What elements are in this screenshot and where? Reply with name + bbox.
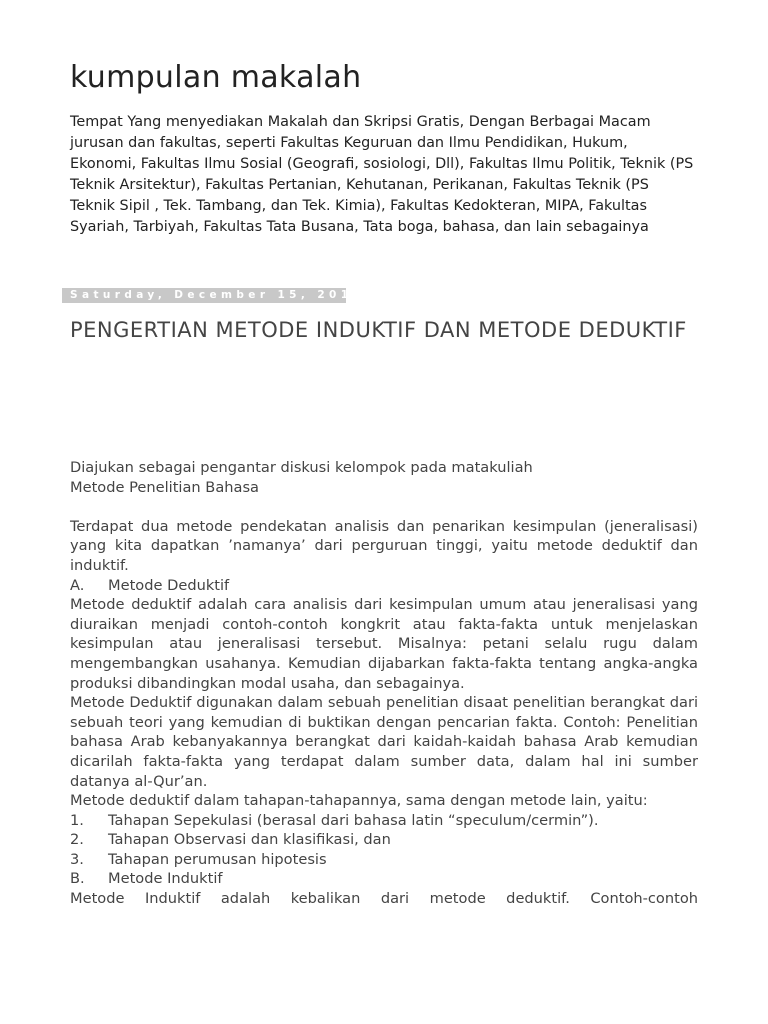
list-number: 3. bbox=[70, 850, 84, 868]
list-item bbox=[70, 830, 698, 850]
list-text: Tahapan Sepekulasi (berasal dari bahasa latin “speculum/cermin”). bbox=[108, 811, 599, 829]
paragraph-gap bbox=[70, 497, 698, 517]
section-heading-deduktif bbox=[70, 576, 698, 596]
section-label: Metode Deduktif bbox=[108, 576, 230, 594]
list-item bbox=[70, 850, 698, 870]
list-number: 1. bbox=[70, 811, 84, 829]
blog-title[interactable]: kumpulan makalah bbox=[70, 60, 362, 95]
section-label: Metode Induktif bbox=[108, 870, 223, 888]
section-number: A. bbox=[70, 576, 85, 594]
list-item bbox=[70, 811, 698, 831]
section-heading-induktif bbox=[70, 869, 698, 889]
list-text: Tahapan Observasi dan klasifikasi, dan bbox=[108, 831, 391, 849]
post-date-header: Saturday, December 15, 2012 bbox=[62, 288, 346, 303]
intro-line: Metode Penelitian Bahasa bbox=[70, 478, 259, 496]
body-paragraph: Metode Deduktif digunakan dalam sebuah penelitian disaat penelitian berangkat dari sebuah teori yang kemudian di buktikan dengan pencarian fakta. Contoh: Penelitian bahasa Arab kebanyakannya berangkat dari kaidah-kaidah bahasa Arab kemudian dicarilah fakta-fakta yang terdapat dalam sumber data, dalam hal ini sumber datanya al-Qur’an. bbox=[70, 694, 698, 790]
section-number: B. bbox=[70, 870, 85, 888]
list-number: 2. bbox=[70, 831, 84, 849]
body-paragraph: Terdapat dua metode pendekatan analisis dan penarikan kesimpulan (jeneralisasi) yang kita dapatkan ’namanya’ dari perguruan tinggi, yaitu metode deduktif dan induktif. bbox=[70, 517, 698, 574]
body-paragraph: Metode deduktif adalah cara analisis dari kesimpulan umum atau jeneralisasi yang diuraikan menjadi contoh-contoh kongkrit atau fakta-fakta untuk menjelaskan kesimpulan atau jeneralisasi tersebut. Misalnya: petani selalu rugu dalam mengembangkan usahanya. Kemudian dijabarkan fakta-fakta tentang angka-angka produksi dibandingkan modal usaha, dan sebagainya. bbox=[70, 596, 698, 692]
intro-line: Diajukan sebagai pengantar diskusi kelompok pada matakuliah bbox=[70, 459, 533, 476]
post-body bbox=[70, 458, 698, 909]
body-paragraph: Metode Induktif adalah kebalikan dari metode deduktif. Contoh-contoh bbox=[70, 890, 698, 908]
post-title[interactable]: PENGERTIAN METODE INDUKTIF DAN METODE DEDUKTIF bbox=[70, 318, 687, 342]
blog-description: Tempat Yang menyediakan Makalah dan Skripsi Gratis, Dengan Berbagai Macam jurusan dan fakultas, seperti Fakultas Keguruan dan Ilmu Pendidikan, Hukum, Ekonomi, Fakultas Ilmu Sosial (Geografi, sosiologi, Dll), Fakultas Ilmu Politik, Teknik (PS Teknik Arsitektur), Fakultas Pertanian, Kehutanan, Perikanan, Fakultas Teknik (PS Teknik Sipil , Tek. Tambang, dan Tek. Kimia), Fakultas Kedokteran, MIPA, Fakultas Syariah, Tarbiyah, Fakultas Tata Busana, Tata boga, bahasa, dan lain sebagainya bbox=[70, 114, 694, 235]
body-paragraph: Metode deduktif dalam tahapan-tahapannya, sama dengan metode lain, yaitu: bbox=[70, 792, 648, 810]
list-text: Tahapan perumusan hipotesis bbox=[108, 850, 327, 868]
